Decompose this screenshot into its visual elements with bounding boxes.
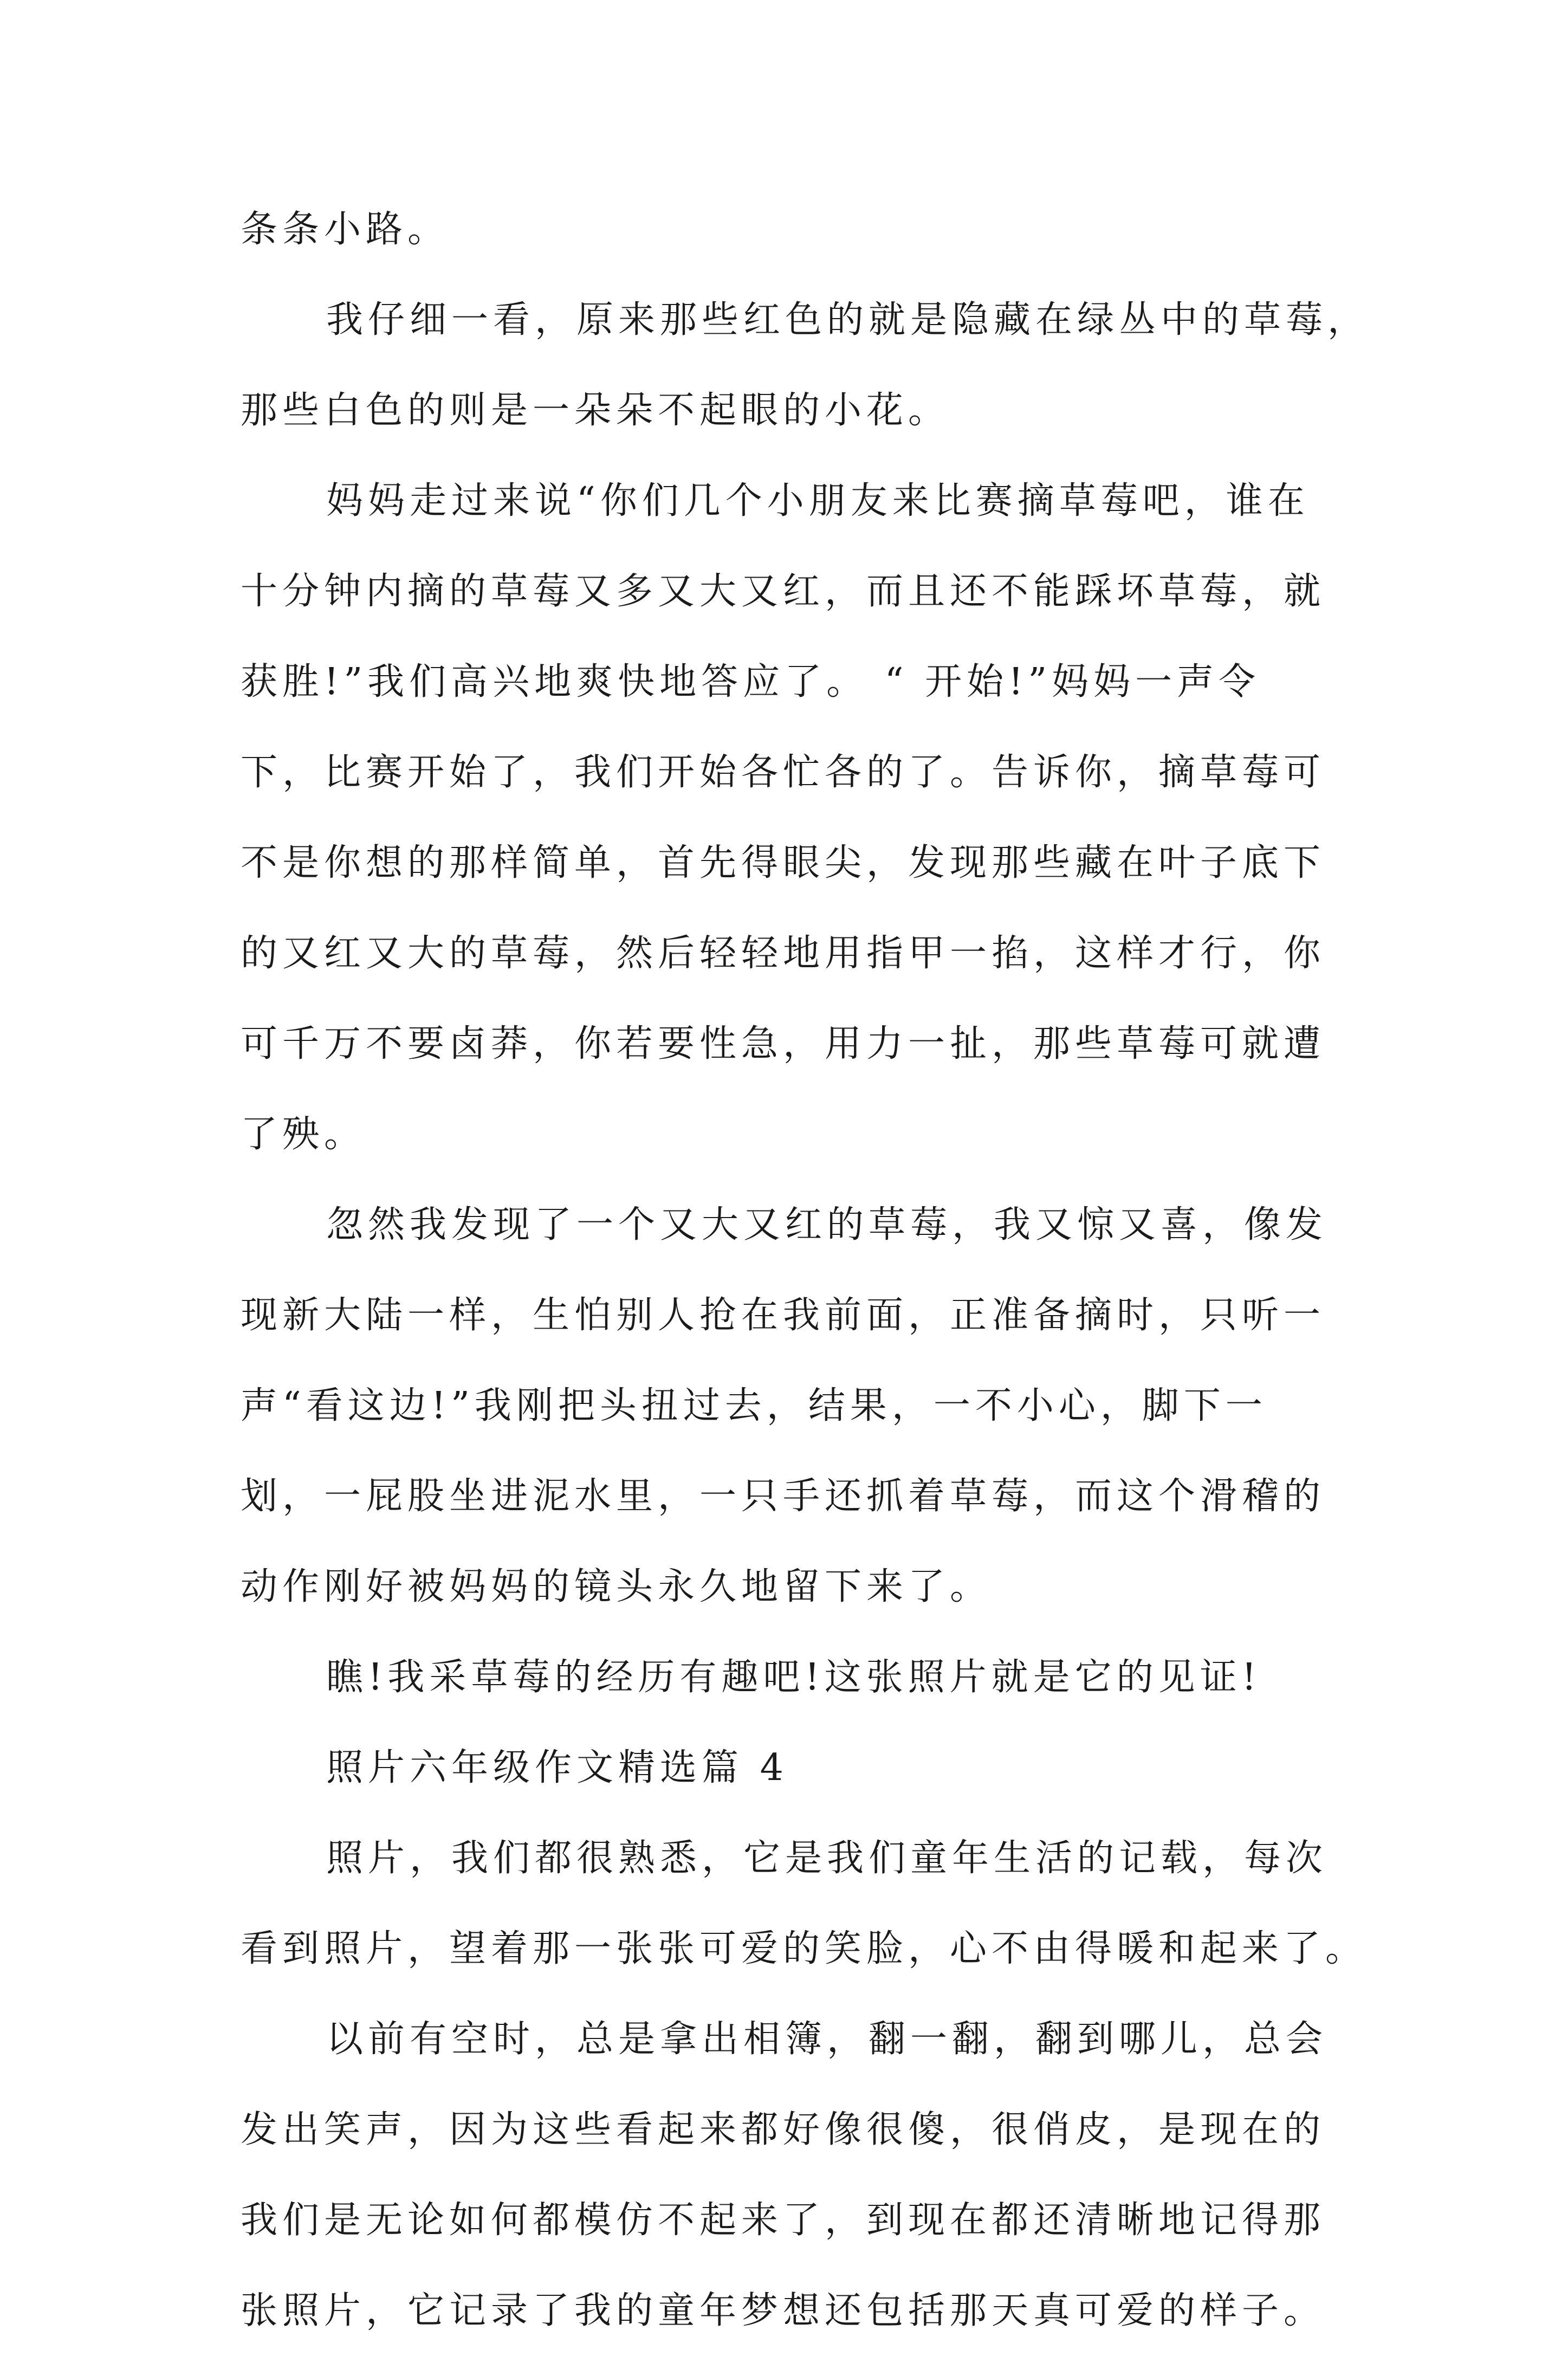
text-line: 现新大陆一样，生怕别人抢在我前面，正准备摘时，只听一: [241, 1294, 1326, 1337]
text-line: 了殃。: [241, 1113, 366, 1156]
text-line: 可千万不要卤莽，你若要性急，用力一扯，那些草莓可就遭: [241, 1022, 1326, 1065]
text-line: 十分钟内摘的草莓又多又大又红，而且还不能踩坏草莓，就: [241, 570, 1326, 613]
text-line: 条条小路。: [241, 208, 450, 251]
text-line: 瞧!我采草莓的经历有趣吧!这张照片就是它的见证!: [326, 1656, 1261, 1699]
text-line: 获胜!”我们高兴地爽快地答应了。 “ 开始!”妈妈一声令: [241, 661, 1261, 703]
text-line: 的又红又大的草莓，然后轻轻地用指甲一掐，这样才行，你: [241, 932, 1326, 975]
text-line: 动作刚好被妈妈的镜头永久地留下来了。: [241, 1565, 992, 1608]
text-line: 那些白色的则是一朵朵不起眼的小花。: [241, 389, 950, 432]
text-line: 照片，我们都很熟悉，它是我们童年生活的记载，每次: [326, 1837, 1328, 1880]
essay-text: [241, 184, 1370, 2356]
text-line: 张照片，它记录了我的童年梦想还包括那天真可爱的样子。: [241, 2289, 1326, 2332]
text-line: 忽然我发现了一个又大又红的草莓，我又惊又喜，像发: [326, 1203, 1328, 1246]
section-heading: 照片六年级作文精选篇 4: [326, 1746, 788, 1789]
text-line: 看到照片，望着那一张张可爱的笑脸，心不由得暖和起来了。: [241, 1927, 1368, 1970]
text-line: 我们是无论如何都模仿不起来了，到现在都还清晰地记得那: [241, 2199, 1326, 2242]
text-line: 声“看这边!”我刚把头扭过去，结果，一不小心，脚下一: [241, 1384, 1267, 1427]
text-line: 不是你想的那样简单，首先得眼尖，发现那些藏在叶子底下: [241, 842, 1326, 884]
text-line: 发出笑声，因为这些看起来都好像很傻，很俏皮，是现在的: [241, 2108, 1326, 2151]
text-line: 以前有空时，总是拿出相簿，翻一翻，翻到哪儿，总会: [326, 2018, 1328, 2061]
text-line: 妈妈走过来说“你们几个小朋友来比赛摘草莓吧，谁在: [326, 480, 1310, 522]
text-line: 下，比赛开始了，我们开始各忙各的了。告诉你，摘草莓可: [241, 751, 1326, 794]
text-line: 划，一屁股坐进泥水里，一只手还抓着草莓，而这个滑稽的: [241, 1475, 1326, 1518]
text-line: 我仔细一看，原来那些红色的就是隐藏在绿丛中的草莓，: [326, 299, 1370, 341]
